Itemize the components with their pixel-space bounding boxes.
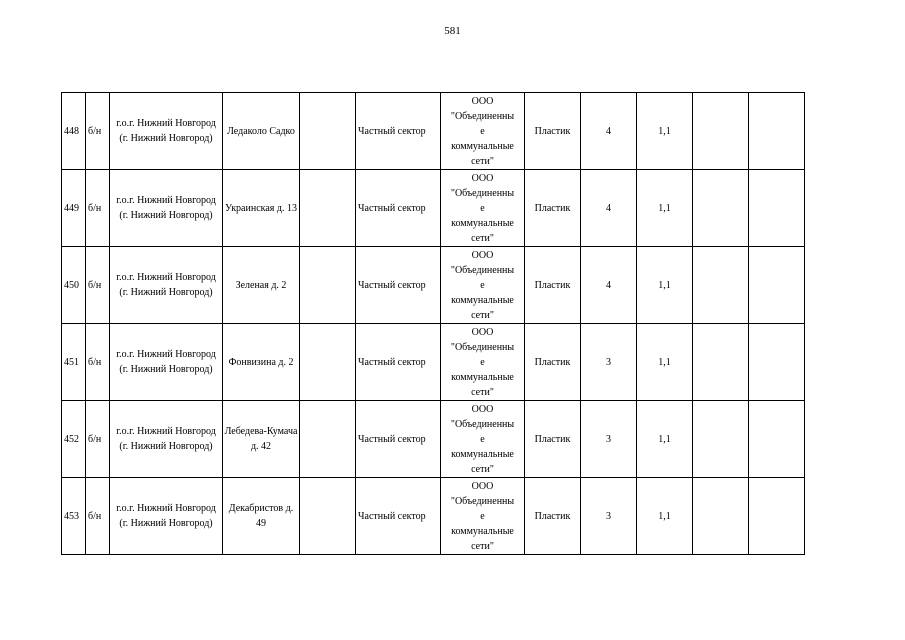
registry-table xyxy=(61,92,805,555)
cell-empty xyxy=(300,247,356,324)
cell-municipality: г.о.г. Нижний Новгород (г. Нижний Новгород) xyxy=(110,401,223,478)
organization-line: е xyxy=(480,510,485,522)
organization-line: "Объединенны xyxy=(450,495,515,507)
cell-material: Пластик xyxy=(525,478,581,555)
cell-container-volume: 1,1 xyxy=(637,93,693,170)
organization-line: сети" xyxy=(471,386,494,398)
cell-container-count: 3 xyxy=(581,401,637,478)
organization-line: сети" xyxy=(471,309,494,321)
cell-organization xyxy=(441,478,525,555)
organization-line: ООО xyxy=(471,172,494,184)
cell-container-volume: 1,1 xyxy=(637,324,693,401)
organization-line: сети" xyxy=(471,540,494,552)
cell-address: Лебедева-Кумача д. 42 xyxy=(223,401,300,478)
cell-organization xyxy=(441,401,525,478)
cell-empty xyxy=(749,93,805,170)
cell-no-number-mark: б/н xyxy=(86,93,110,170)
cell-container-count: 4 xyxy=(581,170,637,247)
page-number: 581 xyxy=(444,25,461,37)
cell-empty xyxy=(693,478,749,555)
organization-line: коммунальные xyxy=(451,140,514,152)
cell-no-number-mark: б/н xyxy=(86,478,110,555)
cell-record-number: 448 xyxy=(62,93,86,170)
table-row xyxy=(62,401,805,478)
cell-empty xyxy=(300,478,356,555)
cell-empty xyxy=(749,324,805,401)
cell-material: Пластик xyxy=(525,93,581,170)
organization-line: коммунальные xyxy=(451,525,514,537)
cell-material: Пластик xyxy=(525,247,581,324)
organization-line: е xyxy=(480,279,485,291)
organization-line: е xyxy=(480,433,485,445)
cell-empty xyxy=(300,401,356,478)
cell-container-volume: 1,1 xyxy=(637,401,693,478)
cell-empty xyxy=(693,247,749,324)
table-row xyxy=(62,324,805,401)
cell-material: Пластик xyxy=(525,401,581,478)
cell-container-count: 3 xyxy=(581,478,637,555)
organization-line: "Объединенны xyxy=(450,418,515,430)
cell-address: Фонвизина д. 2 xyxy=(223,324,300,401)
organization-line: "Объединенны xyxy=(450,341,515,353)
cell-empty xyxy=(693,401,749,478)
cell-empty xyxy=(300,93,356,170)
organization-line: ООО xyxy=(471,326,494,338)
cell-no-number-mark: б/н xyxy=(86,401,110,478)
cell-material: Пластик xyxy=(525,324,581,401)
organization-line: ООО xyxy=(471,249,494,261)
cell-municipality: г.о.г. Нижний Новгород (г. Нижний Новгород) xyxy=(110,93,223,170)
cell-sector: Частный сектор xyxy=(356,324,441,401)
cell-no-number-mark: б/н xyxy=(86,247,110,324)
organization-line: "Объединенны xyxy=(450,187,515,199)
cell-empty xyxy=(749,170,805,247)
cell-municipality: г.о.г. Нижний Новгород (г. Нижний Новгород) xyxy=(110,247,223,324)
cell-empty xyxy=(300,170,356,247)
cell-sector: Частный сектор xyxy=(356,93,441,170)
cell-record-number: 451 xyxy=(62,324,86,401)
cell-container-count: 4 xyxy=(581,93,637,170)
cell-empty xyxy=(749,247,805,324)
table-row xyxy=(62,93,805,170)
organization-line: ООО xyxy=(471,95,494,107)
cell-record-number: 449 xyxy=(62,170,86,247)
cell-no-number-mark: б/н xyxy=(86,170,110,247)
cell-empty xyxy=(693,324,749,401)
organization-line: е xyxy=(480,202,485,214)
cell-container-volume: 1,1 xyxy=(637,478,693,555)
cell-address: Ледаколо Садко xyxy=(223,93,300,170)
cell-empty xyxy=(300,324,356,401)
organization-line: сети" xyxy=(471,463,494,475)
cell-organization xyxy=(441,247,525,324)
cell-sector: Частный сектор xyxy=(356,170,441,247)
cell-sector: Частный сектор xyxy=(356,401,441,478)
cell-empty xyxy=(749,401,805,478)
organization-line: сети" xyxy=(471,232,494,244)
table-row xyxy=(62,478,805,555)
cell-sector: Частный сектор xyxy=(356,478,441,555)
organization-line: ООО xyxy=(471,480,494,492)
cell-empty xyxy=(693,93,749,170)
cell-record-number: 452 xyxy=(62,401,86,478)
cell-record-number: 450 xyxy=(62,247,86,324)
registry-table-body xyxy=(62,93,805,555)
cell-organization xyxy=(441,170,525,247)
organization-line: "Объединенны xyxy=(450,264,515,276)
organization-line: коммунальные xyxy=(451,448,514,460)
cell-container-count: 4 xyxy=(581,247,637,324)
organization-line: "Объединенны xyxy=(450,110,515,122)
cell-material: Пластик xyxy=(525,170,581,247)
cell-address: Украинская д. 13 xyxy=(223,170,300,247)
organization-line: ООО xyxy=(471,403,494,415)
cell-address: Декабристов д. 49 xyxy=(223,478,300,555)
cell-container-count: 3 xyxy=(581,324,637,401)
cell-municipality: г.о.г. Нижний Новгород (г. Нижний Новгород) xyxy=(110,170,223,247)
cell-container-volume: 1,1 xyxy=(637,247,693,324)
organization-line: коммунальные xyxy=(451,294,514,306)
cell-sector: Частный сектор xyxy=(356,247,441,324)
table-row xyxy=(62,170,805,247)
cell-empty xyxy=(693,170,749,247)
organization-line: сети" xyxy=(471,155,494,167)
cell-municipality: г.о.г. Нижний Новгород (г. Нижний Новгород) xyxy=(110,478,223,555)
cell-record-number: 453 xyxy=(62,478,86,555)
cell-container-volume: 1,1 xyxy=(637,170,693,247)
cell-municipality: г.о.г. Нижний Новгород (г. Нижний Новгород) xyxy=(110,324,223,401)
organization-line: коммунальные xyxy=(451,217,514,229)
cell-organization xyxy=(441,324,525,401)
organization-line: е xyxy=(480,125,485,137)
cell-no-number-mark: б/н xyxy=(86,324,110,401)
cell-empty xyxy=(749,478,805,555)
organization-line: е xyxy=(480,356,485,368)
table-row xyxy=(62,247,805,324)
organization-line: коммунальные xyxy=(451,371,514,383)
cell-organization xyxy=(441,93,525,170)
cell-address: Зеленая д. 2 xyxy=(223,247,300,324)
